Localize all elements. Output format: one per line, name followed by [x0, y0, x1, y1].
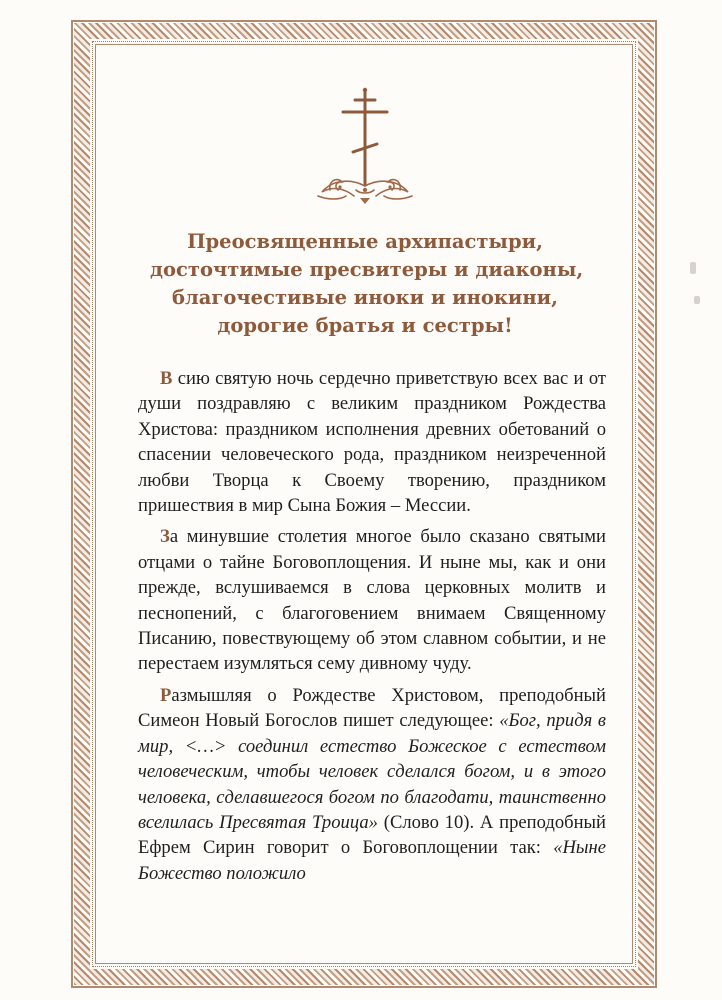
- paragraph-text: азмышляя о Рождестве Христовом, преподобный Симеон Новый Богослов пишет следующее:: [138, 684, 606, 732]
- drop-initial: З: [160, 526, 170, 548]
- paragraph-text: сию святую ночь сердечно приветствую всех вас и от души поздравляю с великим праздником Рождества Христова: праздником исполнения древних обетований о спасении человеческого рода, праздником неизреченной любви Творца к Своему творению, праздником пришествия в мир Сына Божия – Мессии.: [138, 368, 606, 517]
- paragraph-text: а минувшие столетия многое было сказано святыми отцами о тайне Боговоплощения. И ныне мы, как и они прежде, вслушиваемся в слова церковных молитв и песнопений, с благоговением внимаем Священному Писанию, повествующему об этом славном событии, и не перестаем изумляться сему дивному чуду.: [138, 526, 606, 675]
- paper-speck: [690, 262, 696, 274]
- paragraph-2: [138, 524, 606, 676]
- greeting-heading: [150, 228, 584, 340]
- paper-speck: [694, 296, 700, 304]
- greeting-line: дорогие братья и сестры!: [217, 314, 513, 337]
- paragraph-text: (Слово 10). А преподобный Ефрем Сирин говорит о Боговоплощении так:: [138, 811, 606, 859]
- paragraph-1: [138, 366, 606, 518]
- drop-initial: В: [160, 368, 173, 389]
- greeting-line: благочестивые иноки и инокини,: [172, 286, 558, 309]
- greeting-line: досточтимые пресвитеры и диаконы,: [150, 258, 584, 281]
- paragraph-3: [138, 683, 606, 886]
- message-body: [138, 366, 606, 892]
- quotation-ephrem: «Ныне Божество положило: [138, 837, 606, 884]
- drop-initial: Р: [160, 684, 172, 706]
- greeting-line: Преосвященные архипастыри,: [187, 230, 543, 253]
- quotation-simeon: «Бог, придя в мир, <…> соединил естество Божеское с естеством человеческим, чтобы человек сделался богом, и в этого человека, сделавшегося богом по благодати, таинственно вселилась Пресвятая Троица»: [138, 710, 606, 833]
- orthodox-cross-icon: [310, 86, 420, 206]
